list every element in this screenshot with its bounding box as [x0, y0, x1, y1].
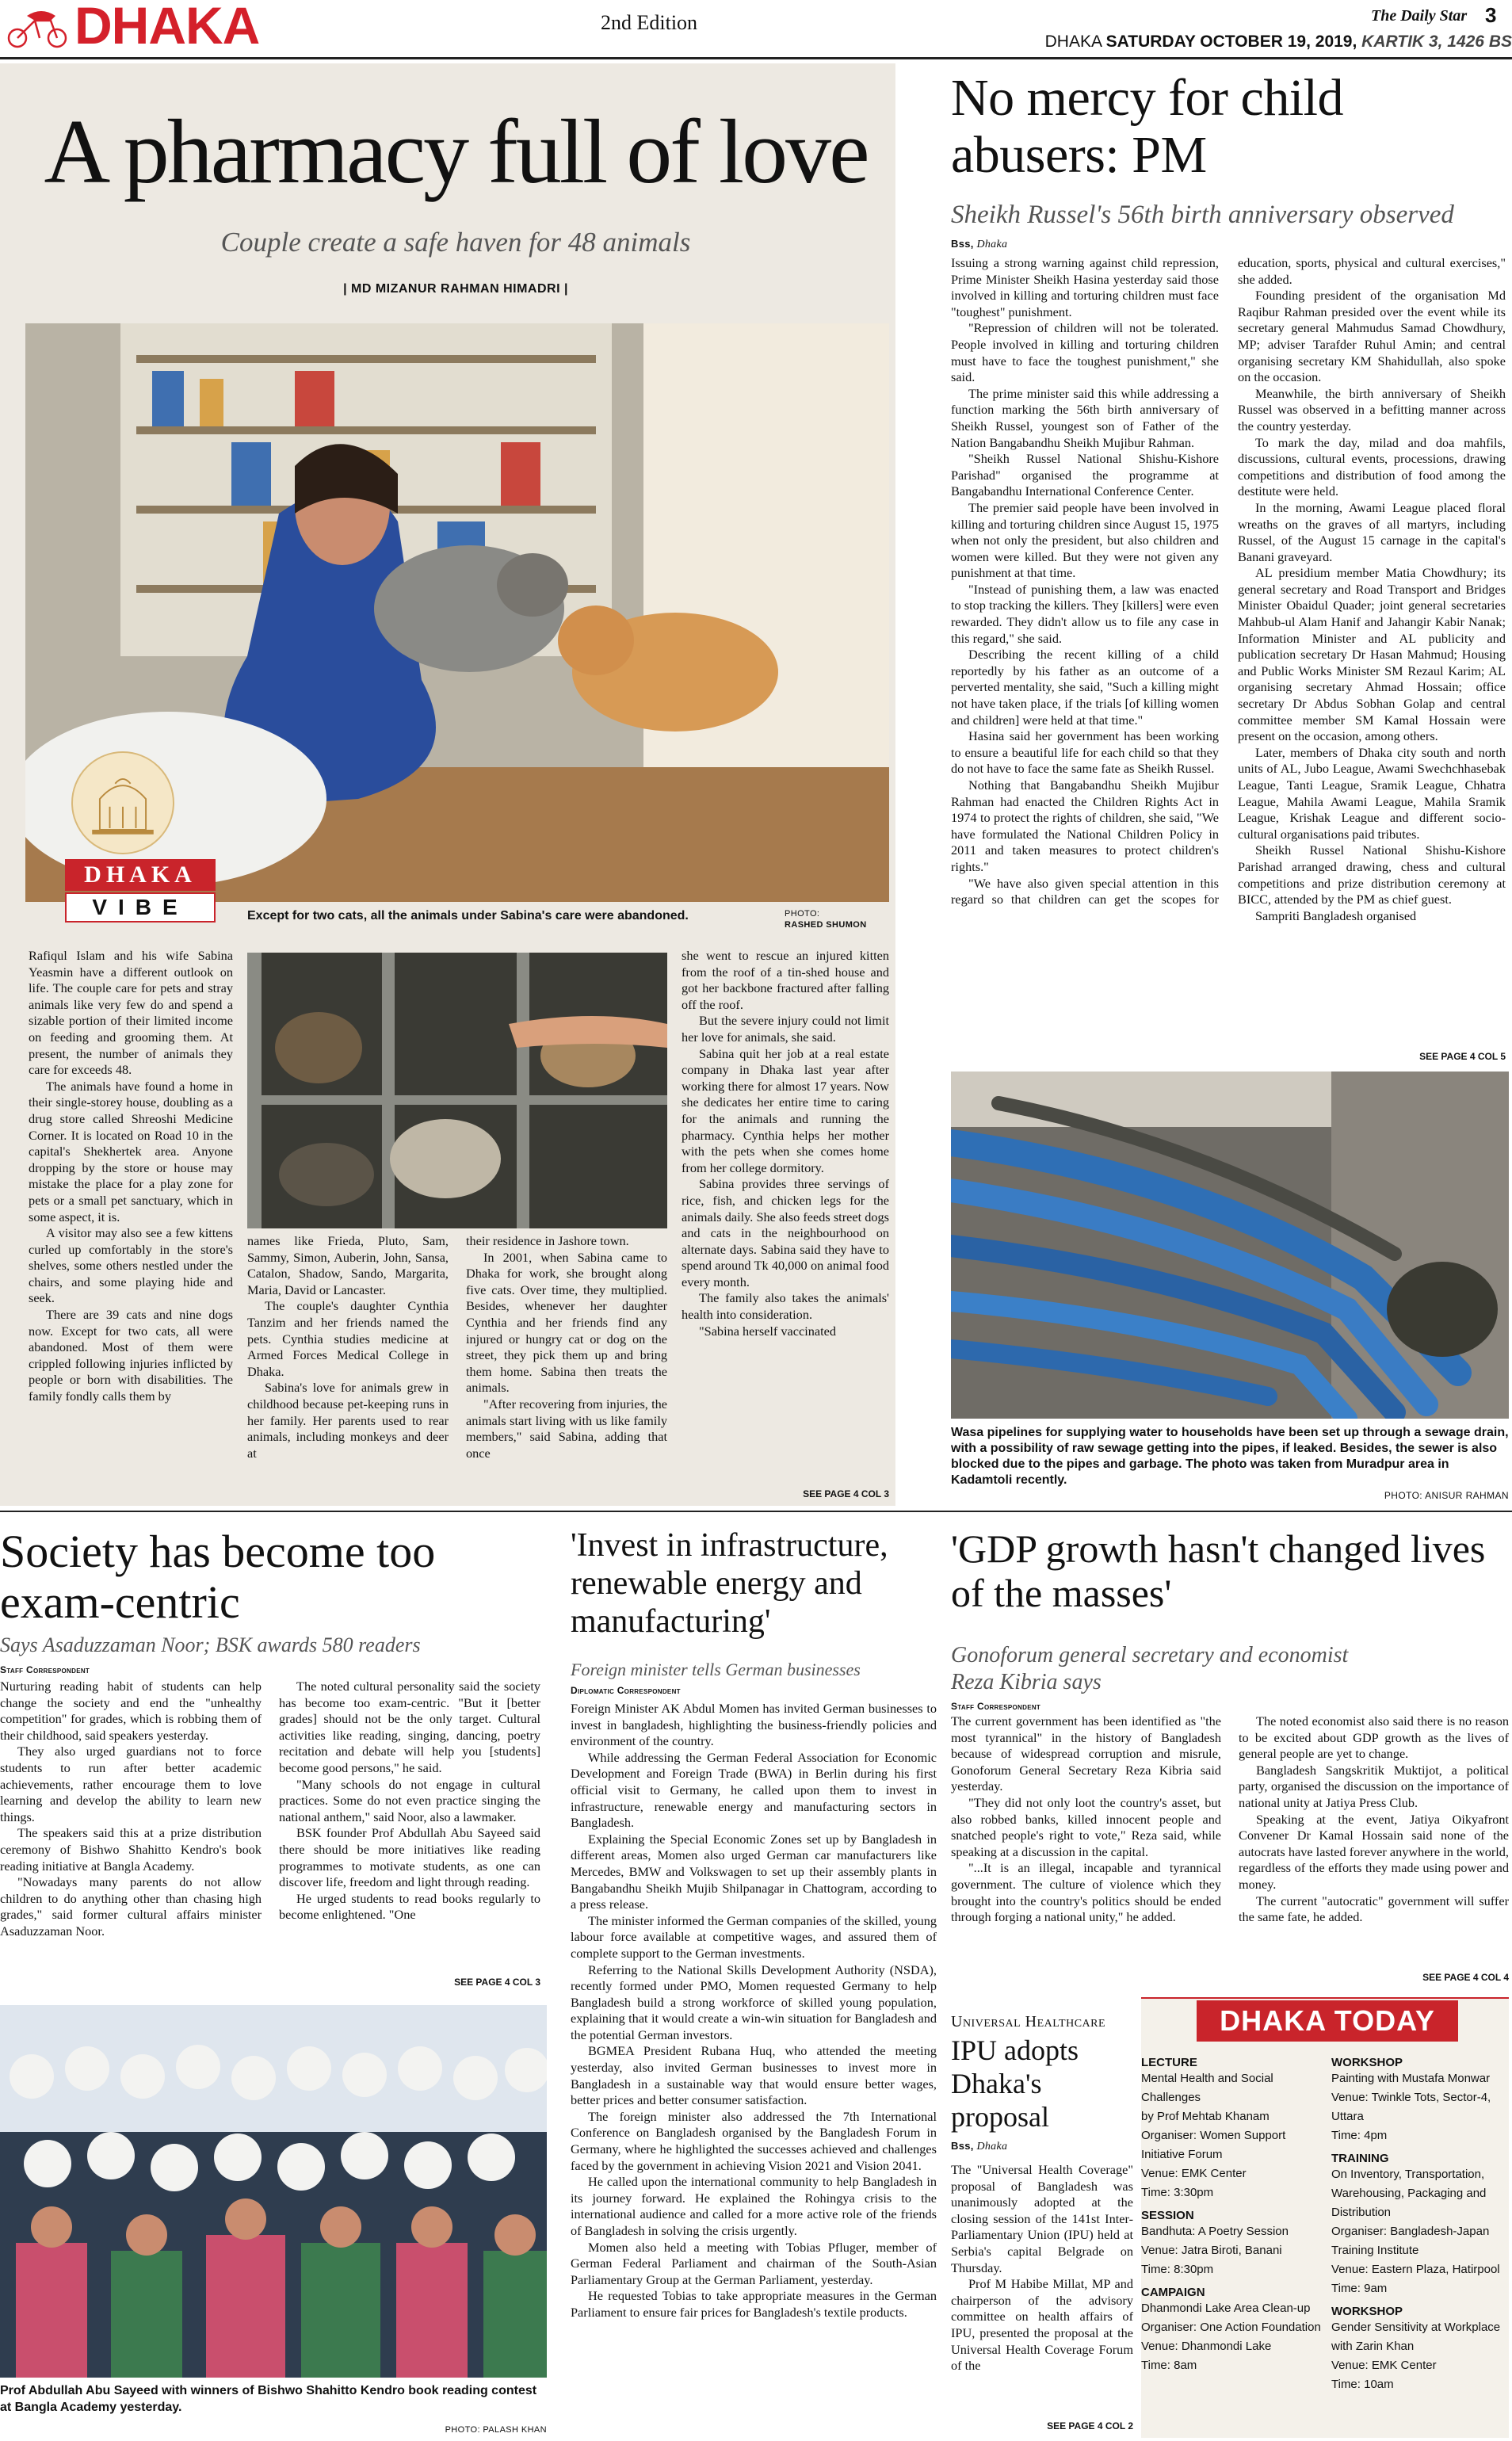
event-detail: with Zarin Khan — [1331, 2340, 1415, 2353]
gdp-paragraph: The noted economist also said there is no reason to be excited about GDP growth as the lives of general people are yet to change. — [1239, 1713, 1509, 1762]
society-paragraph: The noted cultural personality said the society has become too exam-centric. "But it [better grades] should not be the only target. Cultural activities like reading, singing, dancing, poetry recitation and debate will help you [students] become good persons," he said. — [279, 1679, 540, 1775]
society-subhead: Says Asaduzzaman Noor; BSK awards 580 readers — [0, 1633, 421, 1656]
society-photo-caption: Prof Abdullah Abu Sayeed with winners of Bishwo Shahitto Kendro book reading contest at Bangla Academy yesterday. — [0, 2384, 537, 2414]
society-headline: Society has become too exam-centric — [0, 1526, 436, 1628]
event-detail: Time: 4pm — [1331, 2129, 1388, 2142]
pm-body — [951, 255, 1506, 1049]
gdp-byline: Staff Correspondent — [951, 1701, 1041, 1712]
gdp-headline: 'GDP growth hasn't changed lives of the masses' — [951, 1526, 1486, 1615]
event-detail: Initiative Forum — [1141, 2148, 1223, 2161]
invest-subhead: Foreign minister tells German businesses — [571, 1660, 861, 1679]
lead-paragraph: The couple's daughter Cynthia Tanzim and her friends named the pets. Cynthia studies medicine at Armed Forces Medical College in Dhaka. — [247, 1298, 449, 1379]
pm-paragraph: Later, members of Dhaka city south and north units of AL, Jubo League, Awami Swechchhasebak League, Tanti League, Sramik League, Chhatra League, Mahila Awami League, Mahila Sramik League, Krishak League and different socio-cultural organisations paid tributes. — [1238, 744, 1506, 842]
pm-subhead: Sheikh Russel's 56th birth anniversary observed — [951, 201, 1454, 229]
pm-paragraph: The premier said people have been involved in killing and torturing children since August 15, 1975 when not only the president, but also children and women were killed. But they were not given any punishment at that time. — [951, 499, 1219, 581]
lead-paragraph: Sabina quit her job at a real estate company in Dhaka last year after working there for almost 17 years. Now she dedicates her entire time to caring for the animals and running the pharmacy. Cynthia helps her mother with the pets when she comes home from her college dormitory. — [682, 1045, 889, 1175]
page-number: 3 — [1485, 3, 1497, 27]
pm-paragraph: Nothing that Bangabandhu Sheikh Mujibur Rahman had enacted the Children Rights Act in 1974 to protect the rights of children, she said, "We have formulated the National Children Policy in 2011 and taken measures to protect children's rights." — [951, 777, 1219, 874]
lead-paragraph: The family also takes the animals' health into consideration. — [682, 1290, 889, 1323]
ipu-see-page: SEE PAGE 4 COL 2 — [1047, 2420, 1133, 2431]
dhaka-today-left-column — [1141, 2049, 1325, 2375]
section-divider — [0, 1511, 1512, 1512]
event-type: LECTURE — [1141, 2056, 1197, 2069]
section-title: DHAKA — [74, 0, 260, 55]
lead-subhead: Couple create a safe haven for 48 animals — [220, 227, 691, 258]
edition-label: 2nd Edition — [601, 11, 698, 34]
invest-paragraph: Momen also held a meeting with Tobias Pfluger, member of German Federal Parliament and chairman of the South-Asian Parliamentary Group at the German Parliament, yesterday. — [571, 2239, 937, 2287]
event-detail: Gender Sensitivity at Workplace — [1331, 2321, 1501, 2334]
pm-paragraph: The prime minister said this while addressing a function marking the 56th birth anniversary of Sheikh Russel, youngest son of Father of the Nation Bangabandhu Sheikh Mujibur Rahman. — [951, 385, 1219, 450]
event-detail: Training Institute — [1331, 2244, 1419, 2257]
lead-paragraph: The animals have found a home in their single-storey house, doubling as a drug store called Shreoshi Medicine Corner. It is located on Road 10 in the capital's Shekhertek area. Anyone dropping by the store or house may mistake the place for a play zone for pets or a small pet sanctuary, which in some aspect, it is. — [29, 1078, 233, 1224]
lead-photo-caption: Except for two cats, all the animals under Sabina's care were abandoned. — [247, 909, 689, 923]
society-paragraph: BSK founder Prof Abdullah Abu Sayeed said there should be more initiatives like reading programmes to motivate students, as one can discover life, freedom and light through reading. — [279, 1825, 540, 1890]
lead-paragraph: A visitor may also see a few kittens curled up comfortably in the store's shelves, some others nestled under the chairs, and some playing hide and seek. — [29, 1225, 233, 1306]
wasa-pipes-photo — [951, 1072, 1509, 1419]
lead-credit-label: PHOTO: — [785, 909, 820, 919]
society-paragraph: They also urged guardians not to force students to run after better academic achievements, rather encourage them to love learning and develop the ability to learn new things. — [0, 1744, 262, 1824]
invest-paragraph: He called upon the international community to help Bangladesh in its journey forward. He explained the Rohingya crisis to the international audience and called for a more active role of the friends of Bangladesh in solving the crisis urgently. — [571, 2174, 937, 2238]
society-body — [0, 1679, 540, 1973]
gdp-paragraph: The current government has been identified as "the most tyrannical" in the history of Bangladesh because of widespread corruption and misrule, Gonoforum General Secretary Reza Kibria said yesterday. — [951, 1713, 1221, 1794]
lead-photo-credit — [785, 908, 888, 930]
invest-headline: 'Invest in infrastructure, renewable energy and manufacturing' — [571, 1527, 888, 1640]
ipu-byline-city: Dhaka — [973, 2141, 1008, 2153]
society-byline: Staff Correspondent — [0, 1664, 90, 1675]
lead-credit-name: RASHED SHUMON — [785, 920, 867, 930]
dhaka-today-right-column — [1331, 2049, 1509, 2394]
pm-paragraph: "Repression of children will not be tolerated. People involved in killing and torturing children must have to face the toughest punishment," she said. — [951, 320, 1219, 385]
dhaka-vibe-badge — [65, 751, 216, 926]
lead-paragraph: their residence in Jashore town. — [466, 1233, 629, 1248]
event-detail: Dhanmondi Lake Area Clean-up — [1141, 2302, 1311, 2315]
vibe-building-icon — [71, 751, 174, 854]
ipu-byline — [951, 2140, 1007, 2153]
society-see-page: SEE PAGE 4 COL 3 — [454, 1977, 540, 1988]
event-detail: Organiser: One Action Foundation — [1141, 2321, 1321, 2334]
dhaka-today-banner: DHAKA TODAY — [1197, 2000, 1458, 2042]
gdp-subhead: Gonoforum general secretary and economist Reza Kibria says — [951, 1643, 1349, 1694]
ipu-paragraph: Prof M Habibe Millat, MP and chairperson of the advisory committee on health affairs of IPU, presented the proposal at the Universal Health Coverage Forum of the — [951, 2276, 1133, 2374]
vibe-bottom-label: VIBE — [65, 892, 216, 923]
ipu-byline-org: Bss, — [951, 2140, 974, 2152]
invest-paragraph: While addressing the German Federal Association for Economic Development and Foreign Trade (BWA) in Berlin during his first official visit to Germany, he called upon them to invest in infrastructure, renewable energy and manufacturing sectors in Bangladesh. — [571, 1749, 937, 1831]
pm-paragraph: Founding president of the organisation Md Raqibur Rahman presided over the event while its secretary general Mahmudus Samad Chowdhury, MP; adviser Tarafder Ruhul Amin; and central organising secretary KM Shahidullah, also spoke on the occasion. — [1238, 288, 1506, 385]
event-detail: Distribution — [1331, 2206, 1392, 2219]
gdp-paragraph: The current "autocratic" government will suffer the same fate, he added. — [1239, 1893, 1509, 1925]
invest-paragraph: The minister informed the German companies of the skilled, young labour force available at competitive wages, and assured them of complete support to the German investments. — [571, 1912, 937, 1961]
lead-column-4 — [682, 948, 889, 1339]
lead-paragraph: In 2001, when Sabina came to Dhaka for work, she brought along five cats. Over time, they multiplied. Besides, whenever her daughter Cynthia and her friends find any injured or hungry cat or dog on the street, they pick them up and bring them home. Sabina then treats the animals. — [466, 1249, 667, 1396]
lead-see-page: SEE PAGE 4 COL 3 — [803, 1488, 889, 1499]
masthead-rule — [0, 57, 1512, 59]
event-detail: Venue: EMK Center — [1141, 2167, 1247, 2180]
invest-paragraph: Foreign Minister AK Abdul Momen has invited German businesses to invest in bangladesh, highlighting the business-friendly policies and environment of the country. — [571, 1701, 937, 1749]
lead-paragraph: But the severe injury could not limit her love for animals, she said. — [682, 1013, 889, 1045]
lead-headline: A pharmacy full of love — [44, 101, 868, 203]
event-detail: Time: 9am — [1331, 2282, 1388, 2295]
society-paragraph: He urged students to read books regularly to become enlightened. "One — [279, 1890, 540, 1923]
paper-name: The Daily Star — [1371, 7, 1468, 25]
pm-paragraph: In the morning, Awami League placed floral wreaths on the graves of all martyrs, including Russel, of the August 15 carnage in the capital's Banani graveyard. — [1238, 499, 1506, 564]
wasa-caption: Wasa pipelines for supplying water to households have been set up through a sewage drain, with a possibility of raw sewage getting into the pipes, if leaked. Besides, the sewer is also blocked due to the pipes and garbage. The photo was taken from Muradpur area in Kadamtoli recently. — [951, 1426, 1509, 1487]
gdp-body — [951, 1713, 1509, 1978]
society-photo-credit: PHOTO: PALASH KHAN — [445, 2425, 547, 2435]
dateline-city: DHAKA — [1044, 32, 1106, 51]
dateline-date: SATURDAY OCTOBER 19, 2019, — [1105, 32, 1357, 51]
pm-paragraph: "Instead of punishing them, a law was enacted to stop tracking the killers. They [killers] were even rewarded. They didn't allow us to file any case in this regard," she said. — [951, 581, 1219, 646]
ipu-kicker: Universal Healthcare — [951, 2013, 1106, 2030]
vibe-top-label: DHAKA — [65, 859, 216, 891]
gdp-paragraph: Bangladesh Sangskritik Muktijot, a political party, organised the discussion on the importance of national unity at Jatiya Press Club. — [1239, 1762, 1509, 1810]
invest-paragraph: Referring to the National Skills Development Authority (NSDA), recently formed under PMO, Momen requested Germany to help Bangladesh build a strong workforce of skilled young population, explaining that it would create a win-win situation for Bangladesh and the potential German investors. — [571, 1962, 937, 2042]
society-paragraph: Nurturing reading habit of students can help change the society and end the "unhealthy competition" for grades, which is robbing them of their childhood, said speakers yesterday. — [0, 1679, 262, 1743]
dateline-bangla: KARTIK 3, 1426 BS — [1357, 32, 1512, 51]
lead-byline: | MD MIZANUR RAHMAN HIMADRI | — [343, 282, 568, 296]
event-detail: Bandhuta: A Poetry Session — [1141, 2225, 1289, 2238]
pm-paragraph: Describing the recent killing of a child reportedly by his father as an outcome of a perverted mentality, she said, "Such a killing might not have taken place, if the trials [of killing women and children] were held at that time." — [951, 647, 1219, 728]
gdp-see-page: SEE PAGE 4 COL 4 — [1422, 1972, 1509, 1983]
pm-paragraph: Sampriti Bangladesh organised — [1255, 907, 1417, 923]
pm-paragraph: "Sheikh Russel National Shishu-Kishore Parishad" organised the programme at Bangabandhu International Conference Center. — [951, 451, 1219, 499]
lead-mid-columns — [247, 1233, 667, 1484]
invest-paragraph: Explaining the Special Economic Zones set up by Bangladesh in different areas, Momen also urged German car manufacturers like Mercedes, BMW and Volkswagen to set up their assembly plants in Bangabandhu Sheikh Mujib Shilpanagar in Chattogram, according to a press release. — [571, 1831, 937, 1912]
lead-paragraph: names like Frieda, Pluto, Sam, Sammy, Simon, Auberin, John, Sansa, Catalon, Shadow, Sando, Margarita, Maria, David or Lancaster. — [247, 1233, 449, 1297]
lead-paragraph: "Sabina herself vaccinated — [699, 1323, 836, 1339]
pm-paragraph: Hasina said her government has been working to ensure a beautiful life for each child so that they do not have to face the same fate as Sheikh Russel. — [951, 728, 1219, 777]
pm-byline-city: Dhaka — [973, 239, 1008, 250]
masthead — [0, 0, 1512, 60]
event-detail: Venue: Eastern Plaza, Hatirpool — [1331, 2263, 1500, 2276]
pm-paragraph: Issuing a strong warning against child repression, Prime Minister Sheikh Hasina yesterday said those involved in killing and torturing children must face "toughest" punishment. — [951, 255, 1219, 319]
event-type: SESSION — [1141, 2209, 1194, 2222]
pm-see-page: SEE PAGE 4 COL 5 — [1419, 1051, 1506, 1062]
lead-paragraph: Sabina provides three servings of rice, fish, and chicken legs for the animals daily. She also feeds street dogs and cats in the neighbourhood on alternate days. Sabina said they have to spend around Tk 40,000 on animal food every month. — [682, 1176, 889, 1289]
event-detail: Organiser: Bangladesh-Japan — [1331, 2225, 1490, 2238]
pm-paragraph: AL presidium member Matia Chowdhury; its general secretary and Road Transport and Bridges Minister Obaidul Quader; joint general secretaries Mahbub-ul Alam Hanif and Jahangir Kabir Nanak; Information Minister and AL publicity and publication secretary Dr Hasan Mahmud; Housing and Public Works Minister SM Rezaul Karim; AL organising secretary Ahmad Hossain; office secretary Dr Abdus Sobhan Golap and central committee member SM Kamal Hossain were present on the occasion, among others. — [1238, 565, 1506, 744]
rickshaw-logo-icon — [3, 5, 71, 49]
book-contest-photo — [0, 2005, 547, 2378]
event-detail: Venue: EMK Center — [1331, 2359, 1437, 2372]
event-detail: by Prof Mehtab Khanam — [1141, 2110, 1270, 2123]
gdp-paragraph: "...It is an illegal, incapable and tyrannical government. The culture of violence which they brought into the country's politics should be ended through forging a national unity," he added. — [951, 1860, 1221, 1925]
invest-paragraph: BGMEA President Rubana Huq, who attended the meeting yesterday, also invited German businesses to invest more in Bangladesh in a sustainable way that would ensure better wages, better prices and better consumer satisfaction. — [571, 2043, 937, 2108]
society-paragraph: "Many schools do not engage in cultural practices. Some do not even practice singing the national anthem," said Noor, also a lawmaker. — [279, 1776, 540, 1824]
event-detail: Venue: Jatra Biroti, Banani — [1141, 2244, 1282, 2257]
event-detail: Time: 3:30pm — [1141, 2186, 1214, 2199]
pm-paragraph: "We have also given special attention in this regard so that children can get the scopes for education, sports, physical and cultural exercises," she added. — [951, 255, 1506, 907]
invest-byline: Diplomatic Correspondent — [571, 1685, 681, 1696]
pm-paragraph: Meanwhile, the birth anniversary of Sheikh Russel was observed in a befitting manner across the country yesterday. — [1238, 385, 1506, 434]
invest-body — [571, 1701, 937, 2321]
event-detail: Venue: Twinkle Tots, Sector-4, Uttara — [1331, 2091, 1491, 2123]
event-detail: On Inventory, Transportation, — [1331, 2168, 1485, 2181]
cats-window-photo — [247, 953, 667, 1228]
event-type: CAMPAIGN — [1141, 2286, 1205, 2299]
invest-paragraph: He requested Tobias to take appropriate measures in the German Parliament to ensure fair prices for Bangladesh's textile products. — [571, 2288, 937, 2320]
society-paragraph: The speakers said this at a prize distribution ceremony of Bishwo Shahitto Kendro's book reading initiative at Bangla Academy. — [0, 1825, 262, 1874]
lead-paragraph: Sabina's love for animals grew in childhood because pet-keeping runs in her family. Her parents used to rear animals, including monkeys and deer at — [247, 1380, 449, 1461]
pm-headline: No mercy for child abusers: PM — [951, 69, 1343, 184]
event-detail: Organiser: Women Support — [1141, 2129, 1286, 2142]
pm-byline-org: Bss, — [951, 238, 974, 250]
dateline — [991, 32, 1512, 52]
ipu-body — [951, 2162, 1133, 2374]
ipu-headline: IPU adopts Dhaka's proposal — [951, 2034, 1079, 2133]
pm-paragraph: To mark the day, milad and doa mahfils, discussions, cultural events, processions, drawing competitions and distribution of food among the destitute were held. — [1238, 434, 1506, 499]
invest-paragraph: The foreign minister also addressed the 7th International Conference on Bangladesh organised by the Bangladesh Forum in Germany, where he highlighted the successes achieved and challenges faced by the government in achieving Vision 2021 and Vision 2041. — [571, 2108, 937, 2173]
pm-byline — [951, 238, 1212, 251]
wasa-credit: PHOTO: ANISUR RAHMAN — [1384, 1490, 1509, 1501]
gdp-paragraph: Speaking at the event, Jatiya Oikyafront Convener Dr Kamal Hossain said none of the autocrats have lasted forever anywhere in the world, regardless of the efforts they made using power and money. — [1239, 1811, 1509, 1892]
event-detail: Painting with Mustafa Monwar — [1331, 2072, 1491, 2085]
event-detail: Time: 8:30pm — [1141, 2263, 1214, 2276]
lead-paragraph: Rafiqul Islam and his wife Sabina Yeasmin have a different outlook on life. The couple care for pets and stray animals like very few do and spend a sizable portion of their limited income on feeding and grooming them. At present, the number of animals they care for exceeds 48. — [29, 948, 233, 1078]
event-detail: Time: 10am — [1331, 2378, 1394, 2391]
lead-column-1 — [29, 948, 233, 1405]
event-type: WORKSHOP — [1331, 2056, 1403, 2069]
lead-paragraph: There are 39 cats and nine dogs now. Except for two cats, all were abandoned. Most of them were crippled following injuries inflicted by people or born with disabilities. The family fondly calls them by — [29, 1307, 233, 1404]
event-detail: Venue: Dhanmondi Lake — [1141, 2340, 1272, 2353]
event-type: TRAINING — [1331, 2152, 1389, 2165]
event-detail: Mental Health and Social Challenges — [1141, 2072, 1273, 2104]
society-paragraph: "Nowadays many parents do not allow children to do anything other than chasing high grades," said former cultural affairs minister Asaduzzaman Noor. — [0, 1874, 262, 1939]
pm-paragraph: Sheikh Russel National Shishu-Kishore Parishad arranged drawing, chess and cultural competitions and prize distribution ceremony at BICC, attended by the PM as chief guest. — [1238, 842, 1506, 907]
gdp-paragraph: "They did not only loot the country's asset, but also robbed banks, killed innocent people and snatched people's right to vote," Reza said, while speaking at a discussion in the capital. — [951, 1794, 1221, 1859]
event-detail: Warehousing, Packaging and — [1331, 2187, 1487, 2200]
lead-paragraph: "After recovering from injuries, the animals start living with us like family members," said Sabina, adding that once — [466, 1396, 667, 1461]
event-type: WORKSHOP — [1331, 2305, 1403, 2318]
lead-paragraph: she went to rescue an injured kitten from the roof of a tin-shed house and got her backbone fractured after falling off the roof. — [682, 948, 889, 1012]
event-detail: Time: 8am — [1141, 2359, 1197, 2372]
ipu-paragraph: The "Universal Health Coverage" proposal of Bangladesh was unanimously adopted at the closing session of the 141st Inter-Parliamentary Union (IPU) held at Serbia's capital Belgrade on Thursday. — [951, 2162, 1133, 2275]
